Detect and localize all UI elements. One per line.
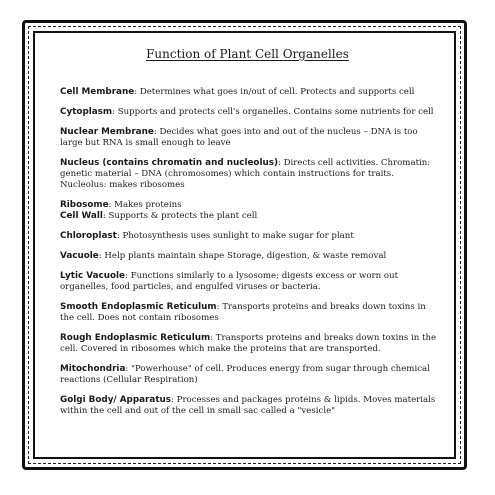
- entry-term: Rough Endoplasmic Reticulum: [60, 332, 211, 343]
- entry-description: : Supports & protects the plant cell: [102, 211, 258, 222]
- entry-description: : Transports proteins and breaks down toxins in the cell. Does not contain ribosomes: [60, 301, 426, 324]
- entry-lytic-vacuole: [60, 271, 438, 294]
- entry-description: : Help plants maintain shape Storage, digestion, & waste removal: [98, 250, 387, 261]
- entry-smooth-er: [60, 302, 438, 325]
- organelle-list: [60, 87, 438, 426]
- entry-golgi: [60, 395, 438, 418]
- entry-nuclear-membrane: [60, 127, 438, 150]
- entry-vacuole: [60, 251, 438, 262]
- entry-term: Ribosome: [60, 200, 109, 211]
- entry-description: : Functions similarly to a lysosome; digests excess or worn out organelles, food particles, and engulfed viruses or bacteria.: [60, 270, 399, 293]
- entry-description: : Supports and protects cell's organelles. Contains some nutrients for cell: [112, 106, 434, 117]
- entry-description: : Makes proteins: [108, 200, 182, 211]
- entry-term: Cell Wall: [60, 211, 103, 222]
- entry-description: : Processes and packages proteins & lipids. Moves materials within the cell and out of the cell in small sac called a "vesicle": [60, 395, 436, 417]
- entry-ribosome: [60, 200, 438, 211]
- entry-description: : Transports proteins and breaks down toxins in the cell. Covered in ribosomes which make the proteins that are transported.: [60, 332, 437, 355]
- entry-description: : Determines what goes in/out of cell. Protects and supports cell: [134, 87, 415, 97]
- entry-nucleus: [60, 158, 438, 192]
- entry-term: Chloroplast: [60, 231, 117, 242]
- entry-term: Lytic Vacuole: [60, 270, 126, 281]
- entry-term: Cytoplasm: [60, 106, 113, 117]
- entry-term: Nuclear Membrane: [60, 126, 154, 137]
- entry-term: Cell Membrane: [60, 87, 135, 97]
- entry-mitochondria: [60, 364, 438, 387]
- entry-cell-membrane: [60, 87, 438, 98]
- entry-term: Smooth Endoplasmic Reticulum: [60, 301, 217, 312]
- entry-description: : "Powerhouse" of cell. Produces energy from sugar through chemical reactions (Cellular Respiration): [60, 364, 430, 386]
- entry-chloroplast: [60, 231, 438, 242]
- entry-term: Mitochondria: [60, 364, 126, 375]
- entry-description: : Directs cell activities. Chromatin: genetic material – DNA (chromosomes) which contain instructions for traits. Nucleolus: makes ribosomes: [60, 157, 431, 191]
- entry-term: Vacuole: [60, 250, 99, 261]
- entry-description: : Decides what goes into and out of the nucleus – DNA is too large but RNA is small enough to leave: [60, 126, 418, 148]
- entry-term: Nucleus (contains chromatin and nucleolus): [60, 157, 279, 168]
- page-title: Function of Plant Cell Organelles: [146, 47, 349, 61]
- entry-cell-wall: [60, 211, 438, 222]
- entry-cytoplasm: [60, 107, 438, 118]
- entry-rough-er: [60, 333, 438, 356]
- entry-term: Golgi Body/ Apparatus: [60, 395, 172, 406]
- entry-description: : Photosynthesis uses sunlight to make sugar for plant: [116, 231, 354, 242]
